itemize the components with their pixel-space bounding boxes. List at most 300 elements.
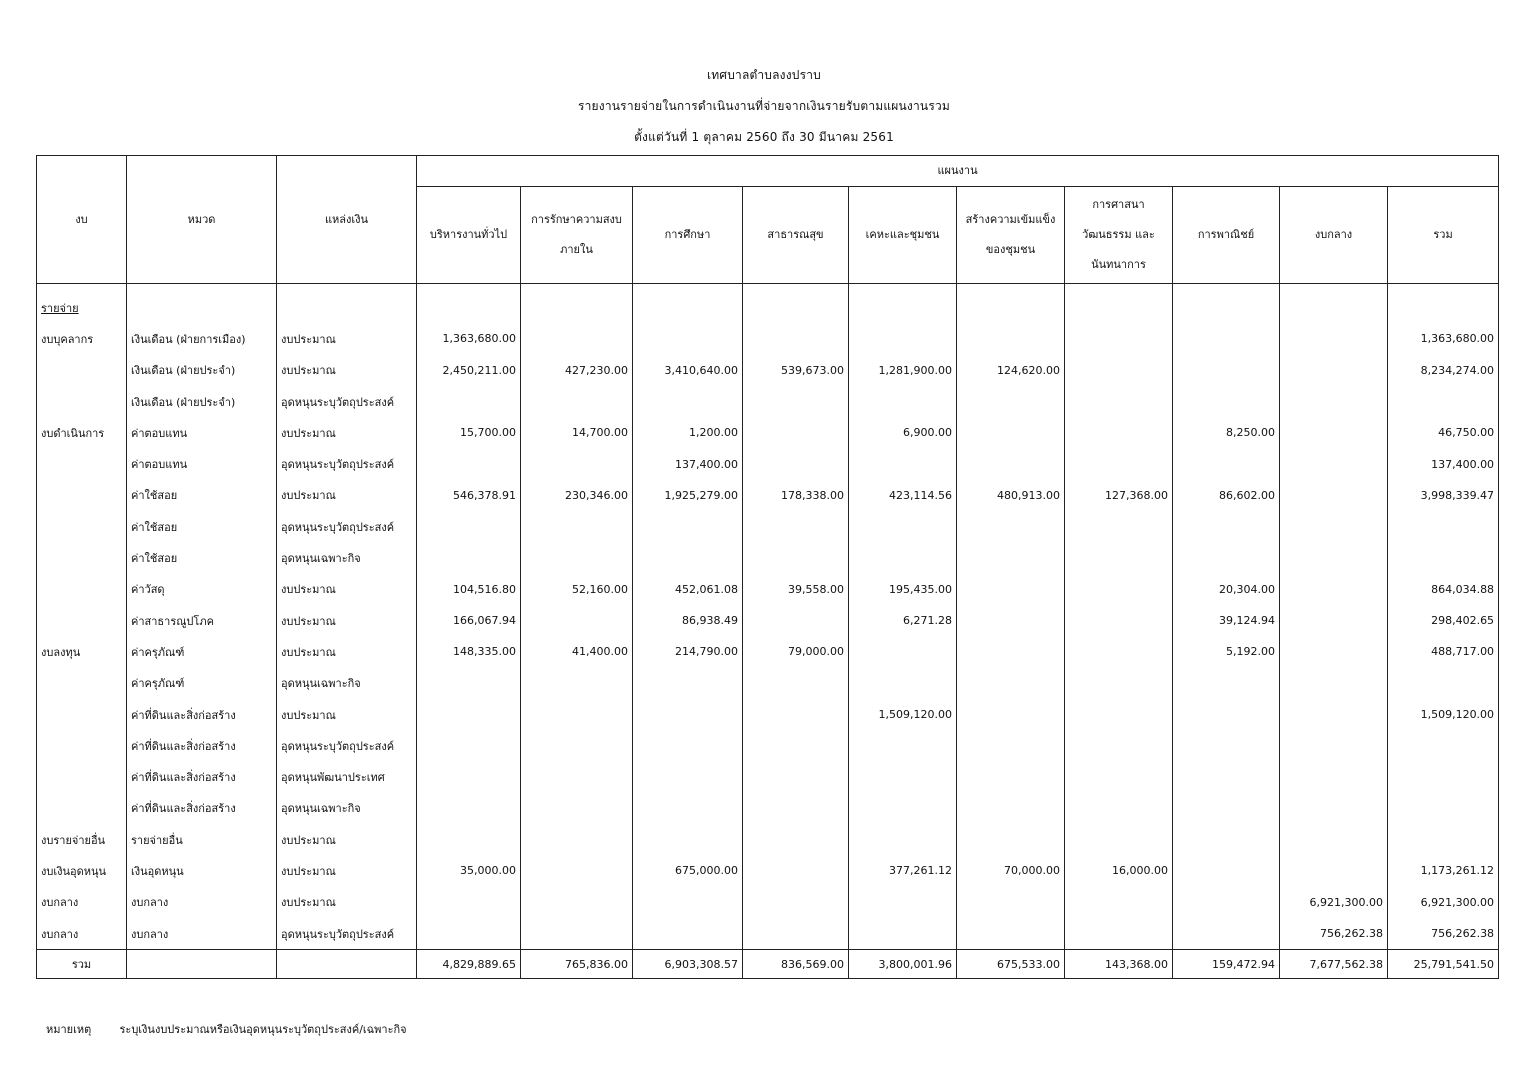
amount-cell xyxy=(1173,699,1280,730)
amount-cell: 1,363,680.00 xyxy=(417,323,521,354)
table-row xyxy=(37,668,1499,699)
amount-cell xyxy=(1173,511,1280,542)
row-total-cell: 46,750.00 xyxy=(1388,417,1499,448)
col-header-public-health: สาธารณสุข xyxy=(743,187,849,284)
amount-cell: 1,925,279.00 xyxy=(633,480,743,511)
row-total-cell xyxy=(1388,824,1499,855)
row-total-cell xyxy=(1388,793,1499,824)
amount-cell xyxy=(1065,918,1173,950)
budget-group-cell xyxy=(37,730,127,761)
amount-cell: 178,338.00 xyxy=(743,480,849,511)
amount-cell xyxy=(957,761,1065,792)
amount-cell xyxy=(633,793,743,824)
amount-cell xyxy=(633,730,743,761)
amount-cell xyxy=(1173,448,1280,479)
amount-cell xyxy=(957,448,1065,479)
footnote xyxy=(46,1020,407,1038)
fund-source-cell: อุดหนุนระบุวัตถุประสงค์ xyxy=(277,386,417,417)
table-row xyxy=(37,793,1499,824)
amount-cell xyxy=(743,761,849,792)
amount-cell: 195,435.00 xyxy=(849,574,957,605)
budget-group-cell xyxy=(37,448,127,479)
amount-cell: 104,516.80 xyxy=(417,574,521,605)
amount-cell xyxy=(1065,668,1173,699)
amount-cell xyxy=(957,605,1065,636)
amount-cell: 6,271.28 xyxy=(849,605,957,636)
budget-group-cell xyxy=(37,542,127,573)
amount-cell xyxy=(633,824,743,855)
table-row xyxy=(37,511,1499,542)
category-cell: ค่าที่ดินและสิ่งก่อสร้าง xyxy=(127,699,277,730)
amount-cell xyxy=(633,918,743,950)
amount-cell xyxy=(521,824,633,855)
fund-source-cell: งบประมาณ xyxy=(277,824,417,855)
grand-total-cell: 25,791,541.50 xyxy=(1388,950,1499,979)
budget-group-cell xyxy=(37,761,127,792)
amount-cell: 137,400.00 xyxy=(633,448,743,479)
amount-cell xyxy=(1280,574,1388,605)
section-row xyxy=(37,284,1499,324)
amount-cell xyxy=(1280,605,1388,636)
fund-source-cell: งบประมาณ xyxy=(277,636,417,667)
row-total-cell: 864,034.88 xyxy=(1388,574,1499,605)
amount-cell: 124,620.00 xyxy=(957,355,1065,386)
amount-cell: 1,509,120.00 xyxy=(849,699,957,730)
amount-cell xyxy=(417,668,521,699)
table-row xyxy=(37,386,1499,417)
amount-cell xyxy=(417,386,521,417)
amount-cell: 70,000.00 xyxy=(957,855,1065,886)
amount-cell xyxy=(417,761,521,792)
col-header-general-admin: บริหารงานทั่วไป xyxy=(417,187,521,284)
amount-cell xyxy=(849,668,957,699)
budget-group-cell: งบกลาง xyxy=(37,887,127,918)
table-row xyxy=(37,636,1499,667)
col-header-public-order: การรักษาความสงบภายใน xyxy=(521,187,633,284)
amount-cell xyxy=(633,386,743,417)
amount-cell: 15,700.00 xyxy=(417,417,521,448)
table-row xyxy=(37,699,1499,730)
budget-group-cell xyxy=(37,574,127,605)
amount-cell xyxy=(521,386,633,417)
row-total-cell: 1,363,680.00 xyxy=(1388,323,1499,354)
category-cell: ค่าใช้สอย xyxy=(127,480,277,511)
table-row xyxy=(37,824,1499,855)
amount-cell xyxy=(849,542,957,573)
budget-group-cell xyxy=(37,793,127,824)
table-row xyxy=(37,417,1499,448)
amount-cell xyxy=(1065,386,1173,417)
category-cell: งบกลาง xyxy=(127,918,277,950)
amount-cell xyxy=(521,730,633,761)
col-header-community-strength: สร้างความเข้มแข็งของชุมชน xyxy=(957,187,1065,284)
total-cell: 3,800,001.96 xyxy=(849,950,957,979)
amount-cell: 166,067.94 xyxy=(417,605,521,636)
amount-cell: 86,938.49 xyxy=(633,605,743,636)
amount-cell xyxy=(1280,761,1388,792)
amount-cell xyxy=(1280,699,1388,730)
amount-cell xyxy=(743,323,849,354)
amount-cell xyxy=(957,699,1065,730)
amount-cell xyxy=(1065,511,1173,542)
amount-cell: 546,378.91 xyxy=(417,480,521,511)
amount-cell: 2,450,211.00 xyxy=(417,355,521,386)
table-row xyxy=(37,855,1499,886)
amount-cell xyxy=(1173,793,1280,824)
amount-cell xyxy=(521,668,633,699)
amount-cell xyxy=(417,699,521,730)
amount-cell: 675,000.00 xyxy=(633,855,743,886)
row-total-cell: 3,998,339.47 xyxy=(1388,480,1499,511)
amount-cell xyxy=(417,511,521,542)
category-cell: เงินเดือน (ฝ่ายประจำ) xyxy=(127,355,277,386)
amount-cell xyxy=(521,855,633,886)
amount-cell xyxy=(1173,855,1280,886)
fund-source-cell: งบประมาณ xyxy=(277,887,417,918)
col-header-commerce: การพาณิชย์ xyxy=(1173,187,1280,284)
amount-cell xyxy=(743,918,849,950)
amount-cell: 539,673.00 xyxy=(743,355,849,386)
amount-cell xyxy=(633,761,743,792)
amount-cell xyxy=(521,699,633,730)
category-cell: ค่าตอบแทน xyxy=(127,448,277,479)
amount-cell xyxy=(417,542,521,573)
category-cell: ค่าที่ดินและสิ่งก่อสร้าง xyxy=(127,793,277,824)
amount-cell: 1,281,900.00 xyxy=(849,355,957,386)
amount-cell xyxy=(1280,386,1388,417)
row-total-cell: 137,400.00 xyxy=(1388,448,1499,479)
amount-cell xyxy=(957,824,1065,855)
amount-cell xyxy=(849,761,957,792)
amount-cell xyxy=(849,511,957,542)
amount-cell xyxy=(1173,355,1280,386)
amount-cell xyxy=(743,855,849,886)
expenditure-table xyxy=(36,155,1499,979)
fund-source-cell: อุดหนุนระบุวัตถุประสงค์ xyxy=(277,918,417,950)
budget-group-cell xyxy=(37,511,127,542)
col-header-budget-group: งบ xyxy=(37,156,127,284)
amount-cell: 39,124.94 xyxy=(1173,605,1280,636)
amount-cell xyxy=(957,668,1065,699)
amount-cell xyxy=(743,730,849,761)
amount-cell xyxy=(849,793,957,824)
category-cell: เงินเดือน (ฝ่ายการเมือง) xyxy=(127,323,277,354)
fund-source-cell: งบประมาณ xyxy=(277,855,417,886)
amount-cell xyxy=(1280,668,1388,699)
amount-cell xyxy=(633,323,743,354)
col-header-total: รวม xyxy=(1388,187,1499,284)
total-cell: 675,533.00 xyxy=(957,950,1065,979)
row-total-cell: 8,234,274.00 xyxy=(1388,355,1499,386)
fund-source-cell: อุดหนุนเฉพาะกิจ xyxy=(277,542,417,573)
amount-cell: 35,000.00 xyxy=(417,855,521,886)
amount-cell xyxy=(957,542,1065,573)
row-total-cell: 6,921,300.00 xyxy=(1388,887,1499,918)
amount-cell xyxy=(1065,887,1173,918)
amount-cell: 5,192.00 xyxy=(1173,636,1280,667)
table-row xyxy=(37,323,1499,354)
amount-cell xyxy=(417,448,521,479)
amount-cell xyxy=(1280,824,1388,855)
col-header-central-fund: งบกลาง xyxy=(1280,187,1388,284)
amount-cell xyxy=(849,918,957,950)
col-header-religion-culture: การศาสนา วัฒนธรรม และนันทนาการ xyxy=(1065,187,1173,284)
col-header-fund-source: แหล่งเงิน xyxy=(277,156,417,284)
amount-cell: 6,900.00 xyxy=(849,417,957,448)
fund-source-cell: งบประมาณ xyxy=(277,355,417,386)
table-row xyxy=(37,730,1499,761)
amount-cell xyxy=(417,730,521,761)
amount-cell xyxy=(1065,793,1173,824)
budget-group-cell xyxy=(37,668,127,699)
amount-cell xyxy=(743,417,849,448)
amount-cell xyxy=(849,824,957,855)
category-cell: ค่าสาธารณูปโภค xyxy=(127,605,277,636)
amount-cell xyxy=(1280,636,1388,667)
table-row xyxy=(37,574,1499,605)
amount-cell xyxy=(1065,636,1173,667)
category-cell: ค่าใช้สอย xyxy=(127,542,277,573)
category-cell: ค่าที่ดินและสิ่งก่อสร้าง xyxy=(127,761,277,792)
budget-group-cell: งบดำเนินการ xyxy=(37,417,127,448)
budget-group-cell: งบรายจ่ายอื่น xyxy=(37,824,127,855)
amount-cell xyxy=(521,323,633,354)
amount-cell xyxy=(1173,887,1280,918)
amount-cell: 756,262.38 xyxy=(1280,918,1388,950)
fund-source-cell: อุดหนุนระบุวัตถุประสงค์ xyxy=(277,730,417,761)
footnote-label: หมายเหตุ xyxy=(46,1023,92,1036)
amount-cell: 148,335.00 xyxy=(417,636,521,667)
amount-cell xyxy=(1065,761,1173,792)
total-cell: 765,836.00 xyxy=(521,950,633,979)
amount-cell xyxy=(1280,855,1388,886)
amount-cell xyxy=(1280,793,1388,824)
table-row xyxy=(37,542,1499,573)
amount-cell xyxy=(417,887,521,918)
amount-cell xyxy=(1173,761,1280,792)
amount-cell: 127,368.00 xyxy=(1065,480,1173,511)
category-cell: ค่าตอบแทน xyxy=(127,417,277,448)
table-row xyxy=(37,918,1499,950)
category-cell: งบกลาง xyxy=(127,887,277,918)
category-cell: ค่าใช้สอย xyxy=(127,511,277,542)
amount-cell xyxy=(1173,918,1280,950)
amount-cell xyxy=(1173,542,1280,573)
amount-cell: 16,000.00 xyxy=(1065,855,1173,886)
amount-cell xyxy=(1280,730,1388,761)
amount-cell xyxy=(743,887,849,918)
amount-cell: 452,061.08 xyxy=(633,574,743,605)
row-total-cell xyxy=(1388,386,1499,417)
amount-cell xyxy=(633,668,743,699)
totals-label: รวม xyxy=(37,950,127,979)
amount-cell xyxy=(957,793,1065,824)
budget-group-cell: งบกลาง xyxy=(37,918,127,950)
amount-cell xyxy=(957,323,1065,354)
amount-cell xyxy=(743,386,849,417)
amount-cell xyxy=(849,323,957,354)
amount-cell xyxy=(633,887,743,918)
amount-cell: 6,921,300.00 xyxy=(1280,887,1388,918)
table-row xyxy=(37,761,1499,792)
fund-source-cell: อุดหนุนระบุวัตถุประสงค์ xyxy=(277,511,417,542)
category-cell: ค่าครุภัณฑ์ xyxy=(127,636,277,667)
row-total-cell xyxy=(1388,730,1499,761)
amount-cell xyxy=(1065,605,1173,636)
row-total-cell: 1,173,261.12 xyxy=(1388,855,1499,886)
fund-source-cell: อุดหนุนพัฒนาประเทศ xyxy=(277,761,417,792)
budget-group-cell: งบเงินอุดหนุน xyxy=(37,855,127,886)
budget-group-cell xyxy=(37,480,127,511)
amount-cell xyxy=(743,511,849,542)
amount-cell xyxy=(957,636,1065,667)
amount-cell xyxy=(743,448,849,479)
amount-cell xyxy=(849,636,957,667)
amount-cell xyxy=(1173,323,1280,354)
amount-cell: 214,790.00 xyxy=(633,636,743,667)
amount-cell xyxy=(849,887,957,918)
amount-cell: 3,410,640.00 xyxy=(633,355,743,386)
amount-cell xyxy=(1065,574,1173,605)
row-total-cell: 298,402.65 xyxy=(1388,605,1499,636)
amount-cell xyxy=(521,511,633,542)
amount-cell: 86,602.00 xyxy=(1173,480,1280,511)
amount-cell xyxy=(957,918,1065,950)
amount-cell: 14,700.00 xyxy=(521,417,633,448)
amount-cell xyxy=(417,793,521,824)
amount-cell xyxy=(743,542,849,573)
amount-cell xyxy=(417,824,521,855)
amount-cell xyxy=(1173,730,1280,761)
row-total-cell xyxy=(1388,542,1499,573)
category-cell: ค่าที่ดินและสิ่งก่อสร้าง xyxy=(127,730,277,761)
report-title: รายงานรายจ่ายในการดำเนินงานที่จ่ายจากเงินรายรับตามแผนงานรวม xyxy=(577,99,951,113)
amount-cell xyxy=(633,699,743,730)
amount-cell xyxy=(1280,542,1388,573)
fund-source-cell: งบประมาณ xyxy=(277,574,417,605)
fund-source-cell: งบประมาณ xyxy=(277,699,417,730)
amount-cell xyxy=(521,448,633,479)
amount-cell xyxy=(1065,448,1173,479)
amount-cell xyxy=(957,417,1065,448)
amount-cell: 480,913.00 xyxy=(957,480,1065,511)
row-total-cell xyxy=(1388,761,1499,792)
fund-source-cell: งบประมาณ xyxy=(277,417,417,448)
amount-cell: 8,250.00 xyxy=(1173,417,1280,448)
amount-cell xyxy=(1280,355,1388,386)
amount-cell xyxy=(1173,824,1280,855)
amount-cell xyxy=(521,918,633,950)
amount-cell xyxy=(849,730,957,761)
row-total-cell: 756,262.38 xyxy=(1388,918,1499,950)
amount-cell xyxy=(957,574,1065,605)
amount-cell: 230,346.00 xyxy=(521,480,633,511)
amount-cell xyxy=(849,386,957,417)
amount-cell: 1,200.00 xyxy=(633,417,743,448)
amount-cell xyxy=(743,668,849,699)
amount-cell xyxy=(743,605,849,636)
amount-cell xyxy=(417,918,521,950)
amount-cell xyxy=(1065,417,1173,448)
report-period: ตั้งแต่วันที่ 1 ตุลาคม 2560 ถึง 30 มีนาคม 2561 xyxy=(634,130,894,144)
amount-cell xyxy=(1065,699,1173,730)
total-cell: 143,368.00 xyxy=(1065,950,1173,979)
amount-cell: 52,160.00 xyxy=(521,574,633,605)
amount-cell: 20,304.00 xyxy=(1173,574,1280,605)
amount-cell xyxy=(521,761,633,792)
row-total-cell xyxy=(1388,668,1499,699)
amount-cell: 427,230.00 xyxy=(521,355,633,386)
category-cell: รายจ่ายอื่น xyxy=(127,824,277,855)
amount-cell: 377,261.12 xyxy=(849,855,957,886)
amount-cell xyxy=(957,511,1065,542)
amount-cell: 79,000.00 xyxy=(743,636,849,667)
fund-source-cell: อุดหนุนเฉพาะกิจ xyxy=(277,793,417,824)
totals-row xyxy=(37,950,1499,979)
fund-source-cell: อุดหนุนระบุวัตถุประสงค์ xyxy=(277,448,417,479)
fund-source-cell: งบประมาณ xyxy=(277,323,417,354)
amount-cell xyxy=(521,542,633,573)
amount-cell xyxy=(633,511,743,542)
table-row xyxy=(37,605,1499,636)
amount-cell xyxy=(1173,386,1280,417)
budget-group-cell: งบบุคลากร xyxy=(37,323,127,354)
row-total-cell: 488,717.00 xyxy=(1388,636,1499,667)
section-label: รายจ่าย xyxy=(37,284,127,324)
amount-cell xyxy=(1065,730,1173,761)
fund-source-cell: อุดหนุนเฉพาะกิจ xyxy=(277,668,417,699)
total-cell: 4,829,889.65 xyxy=(417,950,521,979)
table-row xyxy=(37,887,1499,918)
amount-cell xyxy=(1065,323,1173,354)
total-cell: 7,677,562.38 xyxy=(1280,950,1388,979)
fund-source-cell: งบประมาณ xyxy=(277,605,417,636)
amount-cell xyxy=(1065,542,1173,573)
total-cell: 159,472.94 xyxy=(1173,950,1280,979)
amount-cell xyxy=(1280,511,1388,542)
amount-cell xyxy=(849,448,957,479)
total-cell: 6,903,308.57 xyxy=(633,950,743,979)
amount-cell xyxy=(633,542,743,573)
category-cell: ค่าวัสดุ xyxy=(127,574,277,605)
col-header-education: การศึกษา xyxy=(633,187,743,284)
amount-cell xyxy=(1280,448,1388,479)
budget-group-cell xyxy=(37,699,127,730)
col-header-housing-community: เคหะและชุมชน xyxy=(849,187,957,284)
footnote-text: ระบุเงินงบประมาณหรือเงินอุดหนุนระบุวัตถุประสงค์/เฉพาะกิจ xyxy=(119,1023,407,1036)
row-total-cell xyxy=(1388,511,1499,542)
amount-cell: 39,558.00 xyxy=(743,574,849,605)
amount-cell xyxy=(957,386,1065,417)
organization-name: เทศบาลตำบลงงปราบ xyxy=(707,68,821,82)
amount-cell xyxy=(1173,668,1280,699)
total-cell: 836,569.00 xyxy=(743,950,849,979)
amount-cell xyxy=(1280,480,1388,511)
category-cell: เงินอุดหนุน xyxy=(127,855,277,886)
amount-cell xyxy=(1065,824,1173,855)
fund-source-cell: งบประมาณ xyxy=(277,480,417,511)
budget-group-cell xyxy=(37,386,127,417)
amount-cell xyxy=(743,699,849,730)
amount-cell xyxy=(957,887,1065,918)
amount-cell xyxy=(957,730,1065,761)
row-total-cell: 1,509,120.00 xyxy=(1388,699,1499,730)
amount-cell xyxy=(743,793,849,824)
amount-cell xyxy=(521,887,633,918)
amount-cell xyxy=(521,605,633,636)
col-header-plan: แผนงาน xyxy=(417,156,1499,187)
budget-group-cell xyxy=(37,605,127,636)
